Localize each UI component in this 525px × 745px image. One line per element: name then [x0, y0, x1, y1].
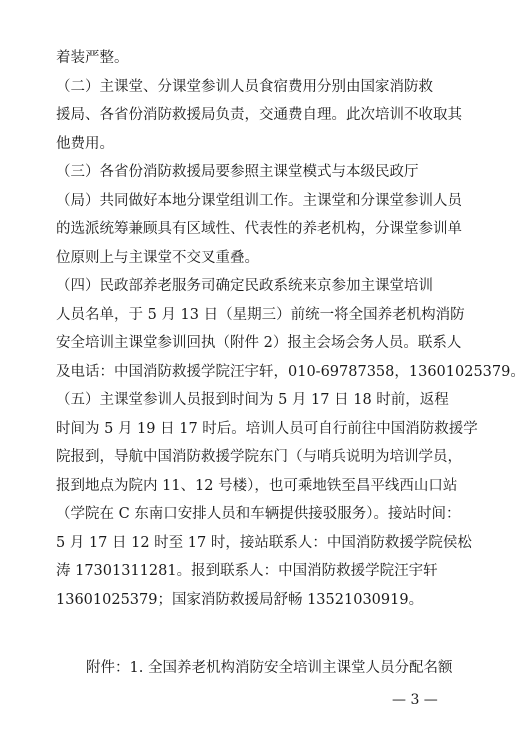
text-line: （二）主课堂、分课堂参训人员食宿费用分别由国家消防救: [56, 78, 433, 95]
text-line: 5 月 17 日 12 时至 17 时，接站联系人：中国消防救援学院侯松: [56, 534, 472, 551]
attachment-note: 附件：1. 全国养老机构消防安全培训主课堂人员分配名额: [86, 660, 453, 676]
document-body: [56, 44, 525, 614]
page-number: — 3 —: [392, 692, 438, 708]
text-line: 时间为 5 月 19 日 17 时后。培训人员可自行前往中国消防救援学: [56, 420, 478, 437]
text-line: （四）民政部养老服务司确定民政系统来京参加主课堂培训: [56, 278, 433, 294]
text-line: 涛 17301311281。报到联系人：中国消防救援学院汪宇轩: [56, 563, 438, 579]
text-line: 的选派统筹兼顾具有区域性、代表性的养老机构，分课堂参训单: [56, 221, 462, 237]
text-line: 院报到，导航中国消防救援学院东门（与哨兵说明为培训学员，: [56, 449, 462, 465]
text-line: 人员名单，于 5 月 13 日（星期三）前统一将全国养老机构消防: [56, 306, 465, 323]
text-line: 报到地点为院内 11、12 号楼），也可乘地铁至昌平线西山口站: [56, 477, 458, 494]
text-line: 13601025379；国家消防救援局舒畅 13521030919。: [56, 591, 424, 608]
text-line: （三）各省份消防救援局要参照主课堂模式与本级民政厅: [56, 164, 419, 180]
text-line: （学院在 C 东南口安排人员和车辆提供接驳服务）。接站时间：: [56, 506, 461, 522]
text-line: （五）主课堂参训人员报到时间为 5 月 17 日 18 时前，返程: [56, 392, 449, 408]
text-line: 及电话：中国消防救援学院汪宇轩，010-69787358，13601025379。: [56, 363, 525, 380]
text-line: 他费用。: [56, 135, 114, 152]
text-line: 安全培训主课堂参训回执（附件 2）报主会场会务人员。联系人: [56, 335, 462, 351]
text-line: 援局、各省份消防救援局负责，交通费自理。此次培训不收取其: [56, 107, 462, 123]
text-line: （局）共同做好本地分课堂组训工作。主课堂和分课堂参训人员: [56, 192, 462, 209]
text-line: 着装严整。: [56, 50, 129, 66]
text-line: 位原则上与主课堂不交叉重叠。: [56, 249, 259, 266]
